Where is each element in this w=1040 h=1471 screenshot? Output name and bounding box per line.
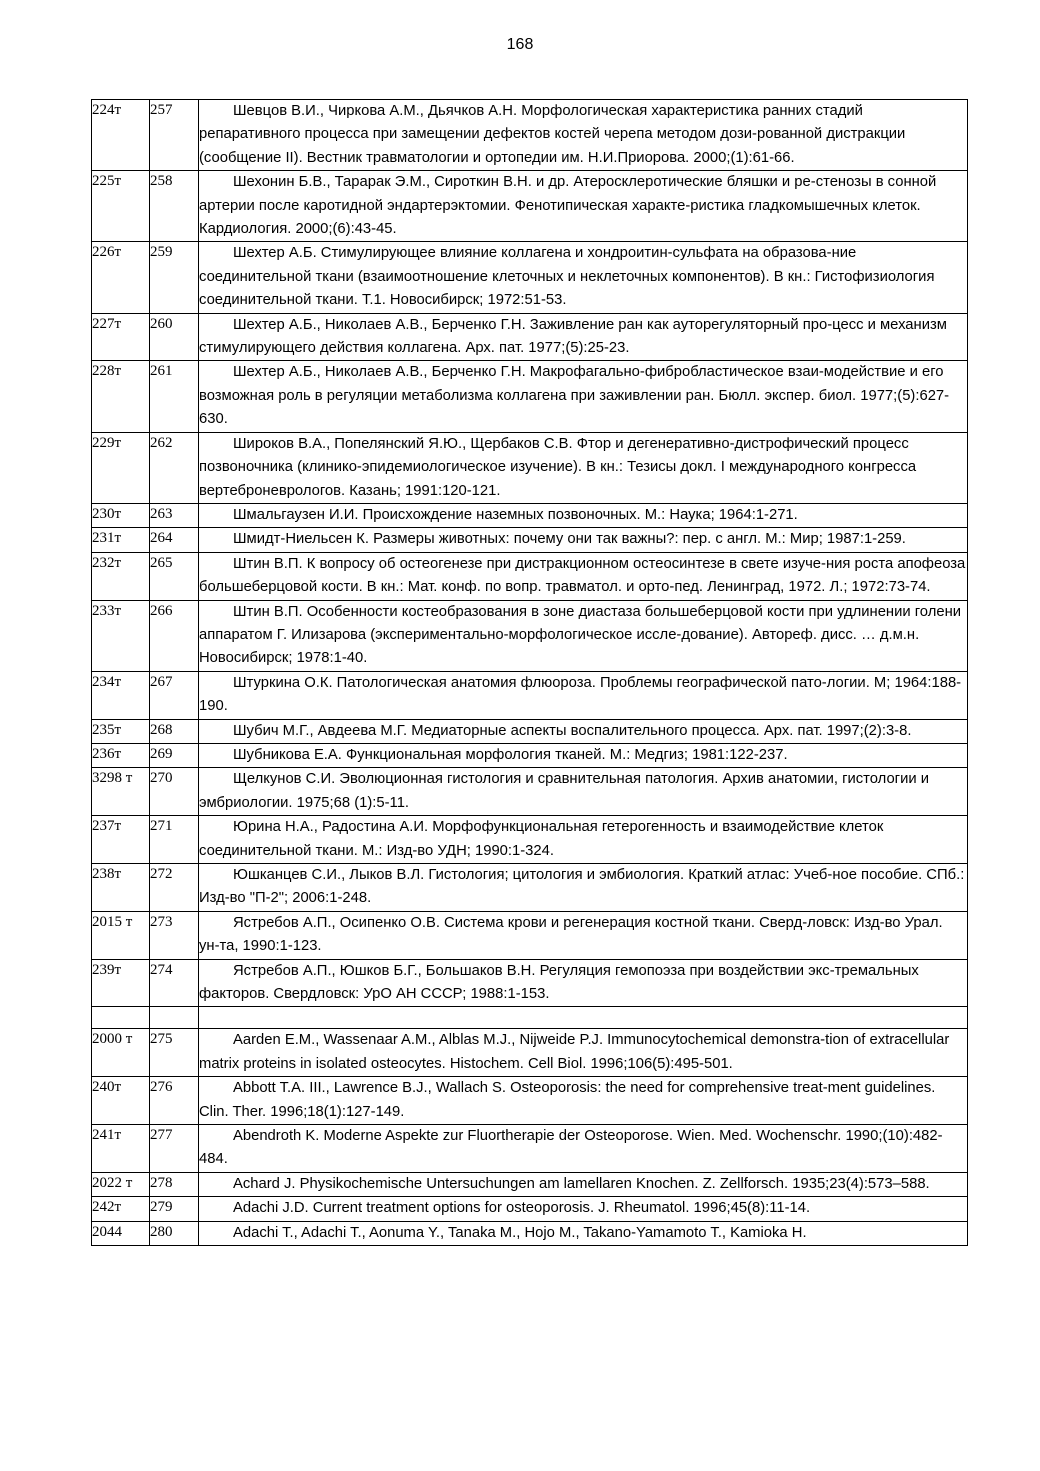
reference-row xyxy=(92,361,968,432)
reference-code: 225т xyxy=(92,171,150,242)
reference-text: Штин В.П. К вопросу об остеогенезе при дистракционном остеосинтезе в свете изуче-ния роста апофеоза большеберцовой кости. В кн.: Мат. конф. по вопр. травматол. и орто-пед. Ленинград, 1972. Л.; 1972:73-74. xyxy=(199,555,966,596)
reference-text: Adachi J.D. Current treatment options for osteoporosis. J. Rheumatol. 1996;45(8):11-14. xyxy=(233,1200,811,1217)
reference-cell xyxy=(199,528,968,552)
reference-cell xyxy=(199,719,968,743)
reference-text: Achard J. Physikochemische Untersuchungen am lamellaren Knochen. Z. Zellforsch. 1935;23(4):573–588. xyxy=(233,1175,930,1192)
references-body xyxy=(92,100,968,1246)
reference-text: Штуркина О.К. Патологическая анатомия флюороза. Проблемы географической пато-логии. М; 1964:188-190. xyxy=(199,674,962,715)
reference-row xyxy=(92,171,968,242)
reference-code: 233т xyxy=(92,600,150,671)
reference-number: 269 xyxy=(150,743,199,767)
reference-code: 227т xyxy=(92,313,150,361)
reference-text: Широков В.А., Попелянский Я.Ю., Щербаков С.В. Фтор и дегенеративно-дистрофический процесс позвоночника (клинико-эпидемиологическое изучение). В кн.: Тезисы докл. I международного конгресса вертеброневрологов. Казань; 1991:120-121. xyxy=(199,435,917,499)
reference-row xyxy=(92,1172,968,1196)
reference-number: 265 xyxy=(150,552,199,600)
reference-cell xyxy=(199,959,968,1007)
reference-text: Aarden E.M., Wassenaar A.M., Alblas M.J., Nijweide P.J. Immunocytochemical demonstra-tion of extracellular matrix proteins in isolated osteocytes. Histochem. Cell Biol. 1996;106(5):495-501. xyxy=(199,1032,950,1072)
reference-code: 242т xyxy=(92,1197,150,1221)
reference-number: 273 xyxy=(150,911,199,959)
reference-cell xyxy=(199,1077,968,1125)
reference-number: 264 xyxy=(150,528,199,552)
reference-cell xyxy=(199,911,968,959)
reference-cell xyxy=(199,864,968,912)
reference-row xyxy=(92,959,968,1007)
reference-row xyxy=(92,528,968,552)
reference-number: 267 xyxy=(150,671,199,719)
reference-row xyxy=(92,313,968,361)
reference-cell xyxy=(199,1029,968,1077)
reference-text: Abendroth K. Moderne Aspekte zur Fluortherapie der Osteoporose. Wien. Med. Wochenschr. 1990;(10):482-484. xyxy=(199,1128,943,1168)
reference-code: 241т xyxy=(92,1125,150,1173)
reference-number: 275 xyxy=(150,1029,199,1077)
reference-text: Шехтер А.Б., Николаев А.В., Берченко Г.Н. Заживление ран как ауторегуляторный про-цесс и механизм стимулирующего действия коллагена. Арх. пат. 1977;(5):25-23. xyxy=(199,316,947,357)
reference-cell xyxy=(199,1197,968,1221)
reference-code: 237т xyxy=(92,816,150,864)
reference-row xyxy=(92,1197,968,1221)
reference-row xyxy=(92,242,968,313)
reference-code: 229т xyxy=(92,432,150,503)
page-number: 168 xyxy=(506,36,534,53)
reference-number: 272 xyxy=(150,864,199,912)
reference-cell xyxy=(199,600,968,671)
reference-code: 2044 xyxy=(92,1221,150,1245)
reference-text: Шехтер А.Б., Николаев А.В., Берченко Г.Н. Макрофагально-фибробластическое взаи-модействие и его возможная роль в регуляции метаболизма коллагена при заживлении ран. Бюлл. экспер. биол. 1977;(5):627-630. xyxy=(199,364,950,428)
reference-text: Юшканцев С.И., Лыков В.Л. Гистология; цитология и эмбиология. Краткий атлас: Учеб-ное пособие. СПб.: Изд-во "П-2"; 2006:1-248. xyxy=(199,867,965,907)
reference-row xyxy=(92,671,968,719)
reference-number: 266 xyxy=(150,600,199,671)
references-table xyxy=(91,99,968,1246)
reference-code: 3298 т xyxy=(92,768,150,816)
reference-text: Шехонин Б.В., Тарарак Э.М., Сироткин В.Н. и др. Атеросклеротические бляшки и ре-стенозы в сонной артерии после каротидной эндартерэктомии. Фенотипическая характе-ристика гладкомышечных клеток. Кардиология. 2000;(6):43-45. xyxy=(199,174,937,238)
reference-code: 2000 т xyxy=(92,1029,150,1077)
reference-code xyxy=(92,1007,150,1029)
reference-number: 279 xyxy=(150,1197,199,1221)
reference-row xyxy=(92,1221,968,1245)
reference-row xyxy=(92,743,968,767)
reference-cell xyxy=(199,1007,968,1029)
reference-row xyxy=(92,1029,968,1077)
reference-number: 268 xyxy=(150,719,199,743)
reference-row xyxy=(92,1125,968,1173)
reference-cell xyxy=(199,1172,968,1196)
reference-text: Штин В.П. Особенности костеобразования в зоне диастаза большеберцовой кости при удлинении голени аппаратом Г. Илизарова (экспериментально-морфологическое иссле-дование). Автореф. дисс. … д.м.н. Новосибирск; 1978:1-40. xyxy=(199,603,962,667)
reference-text: Шевцов В.И., Чиркова А.М., Дьячков А.Н. Морфологическая характеристика ранних стадий репаративного процесса при замещении дефектов костей черепа методом дози-рованной дистракции (сообщение II). Вестник травматологии и ортопедии им. Н.И.Приорова. 2000;(1):61-66. xyxy=(199,103,906,166)
reference-cell xyxy=(199,432,968,503)
reference-code: 230т xyxy=(92,503,150,527)
reference-row xyxy=(92,600,968,671)
reference-text: Шубич М.Г., Авдеева М.Г. Медиаторные аспекты воспалительного процесса. Арх. пат. 1997;(2):3-8. xyxy=(233,722,912,739)
reference-text: Щелкунов С.И. Эволюционная гистология и сравнительная патология. Архив анатомии, гистологии и эмбриологии. 1975;68 (1):5-11. xyxy=(199,771,929,811)
reference-row xyxy=(92,719,968,743)
reference-code: 228т xyxy=(92,361,150,432)
reference-number: 258 xyxy=(150,171,199,242)
reference-number: 257 xyxy=(150,100,199,171)
reference-cell xyxy=(199,671,968,719)
spacer-row xyxy=(92,1007,968,1029)
reference-code: 2015 т xyxy=(92,911,150,959)
reference-cell xyxy=(199,171,968,242)
reference-code: 236т xyxy=(92,743,150,767)
reference-row xyxy=(92,552,968,600)
reference-row xyxy=(92,1077,968,1125)
reference-number: 271 xyxy=(150,816,199,864)
reference-cell xyxy=(199,552,968,600)
reference-number: 261 xyxy=(150,361,199,432)
reference-row xyxy=(92,100,968,171)
reference-text: Шубникова Е.А. Функциональная морфология тканей. М.: Медгиз; 1981:122-237. xyxy=(233,746,788,763)
reference-code: 235т xyxy=(92,719,150,743)
reference-text: Шмидт-Ниельсен К. Размеры животных: почему они так важны?: пер. с англ. М.: Мир; 1987:1-259. xyxy=(233,531,906,548)
reference-cell xyxy=(199,743,968,767)
reference-number: 262 xyxy=(150,432,199,503)
reference-number: 277 xyxy=(150,1125,199,1173)
reference-number: 259 xyxy=(150,242,199,313)
reference-code: 224т xyxy=(92,100,150,171)
reference-number: 274 xyxy=(150,959,199,1007)
reference-cell xyxy=(199,503,968,527)
reference-row xyxy=(92,864,968,912)
reference-row xyxy=(92,503,968,527)
reference-text: Шехтер А.Б. Стимулирующее влияние коллагена и хондроитин-сульфата на образова-ние соединительной ткани (взаимоотношение клеточных и неклеточных компонентов). В кн.: Гистофизиология соединительной ткани. Т.1. Новосибирск; 1972:51-53. xyxy=(199,245,935,309)
reference-cell xyxy=(199,100,968,171)
reference-cell xyxy=(199,1125,968,1173)
reference-number: 280 xyxy=(150,1221,199,1245)
reference-text: Abbott T.A. III., Lawrence B.J., Wallach S. Osteoporosis: the need for comprehensive treat-ment guidelines. Clin. Ther. 1996;18(1):127-149. xyxy=(199,1080,936,1120)
reference-text: Adachi T., Adachi T., Aonuma Y., Tanaka M., Hojo M., Takano-Yamamoto T., Kamioka H. xyxy=(233,1224,807,1241)
reference-code: 239т xyxy=(92,959,150,1007)
reference-cell xyxy=(199,768,968,816)
reference-row xyxy=(92,911,968,959)
reference-code: 231т xyxy=(92,528,150,552)
reference-number: 276 xyxy=(150,1077,199,1125)
reference-cell xyxy=(199,1221,968,1245)
reference-row xyxy=(92,816,968,864)
reference-number: 263 xyxy=(150,503,199,527)
reference-code: 234т xyxy=(92,671,150,719)
reference-cell xyxy=(199,242,968,313)
reference-code: 226т xyxy=(92,242,150,313)
reference-text: Ястребов А.П., Юшков Б.Г., Большаков В.Н. Регуляция гемопоэза при воздействии экс-тремальных факторов. Свердловск: УрО АН СССР; 1988:1-153. xyxy=(199,962,919,1003)
reference-text: Ястребов А.П., Осипенко О.В. Система крови и регенерация костной ткани. Сверд-ловск: Изд-во Урал. ун-та, 1990:1-123. xyxy=(199,914,943,955)
reference-cell xyxy=(199,361,968,432)
reference-text: Юрина Н.А., Радостина А.И. Морфофункциональная гетерогенность и взаимодействие клеток соединительной ткани. М.: Изд-во УДН; 1990:1-324. xyxy=(199,819,884,859)
reference-row xyxy=(92,768,968,816)
reference-number: 260 xyxy=(150,313,199,361)
reference-code: 2022 т xyxy=(92,1172,150,1196)
reference-text: Шмальгаузен И.И. Происхождение наземных позвоночных. М.: Наука; 1964:1-271. xyxy=(233,506,798,523)
reference-number xyxy=(150,1007,199,1029)
reference-code: 240т xyxy=(92,1077,150,1125)
reference-code: 232т xyxy=(92,552,150,600)
reference-code: 238т xyxy=(92,864,150,912)
reference-row xyxy=(92,432,968,503)
reference-cell xyxy=(199,816,968,864)
reference-number: 270 xyxy=(150,768,199,816)
reference-number: 278 xyxy=(150,1172,199,1196)
reference-cell xyxy=(199,313,968,361)
